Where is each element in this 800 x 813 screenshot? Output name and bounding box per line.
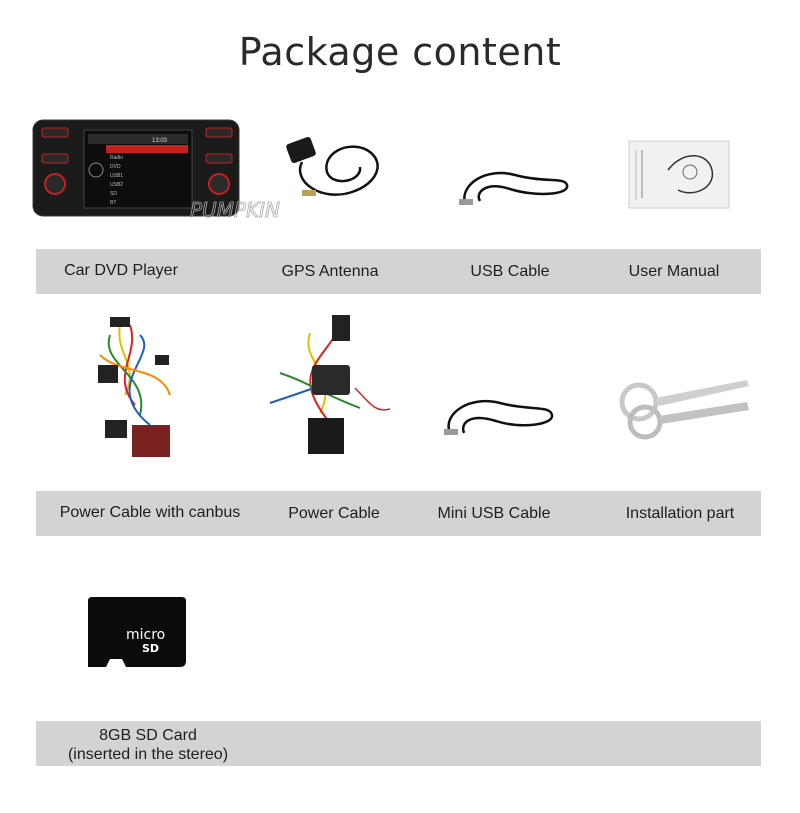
screen-menu-item: SD <box>110 191 117 197</box>
item-label <box>50 726 246 764</box>
usb-cable-image <box>455 155 575 215</box>
installation-tool-image <box>615 372 755 444</box>
item-label: User Manual <box>628 263 720 280</box>
micro-sd-card-image <box>86 597 186 669</box>
sd-label-line2: (inserted in the stereo) <box>67 746 229 763</box>
power-cable-image <box>260 313 400 463</box>
screen-menu-item: USB2 <box>110 182 124 188</box>
car-dvd-player-image <box>32 118 280 222</box>
item-label: Car DVD Player <box>64 262 178 279</box>
sd-card-text: SD <box>142 642 160 655</box>
item-label: USB Cable <box>470 263 550 280</box>
screen-time: 13:03 <box>152 138 168 144</box>
user-manual-image <box>628 140 732 210</box>
item-label: Installation part <box>625 505 735 522</box>
item-label: Mini USB Cable <box>437 505 551 522</box>
brand-logo: PUMPKIN <box>190 198 280 222</box>
screen-menu-item: BT <box>110 200 117 206</box>
gps-antenna-image <box>282 132 392 212</box>
sd-label-line1: 8GB SD Card <box>99 727 197 744</box>
item-label: GPS Antenna <box>281 263 379 280</box>
item-label: Power Cable with canbus <box>59 504 241 521</box>
power-cable-canbus-image <box>80 315 190 465</box>
screen-menu-item: Radio <box>110 155 124 161</box>
screen-menu-item: USB1 <box>110 173 124 179</box>
page-title: Package content <box>238 30 562 74</box>
mini-usb-cable-image <box>438 385 558 445</box>
screen-menu-item: DVD <box>110 164 121 170</box>
item-label: Power Cable <box>288 505 380 522</box>
sd-card-text: micro <box>126 627 166 643</box>
